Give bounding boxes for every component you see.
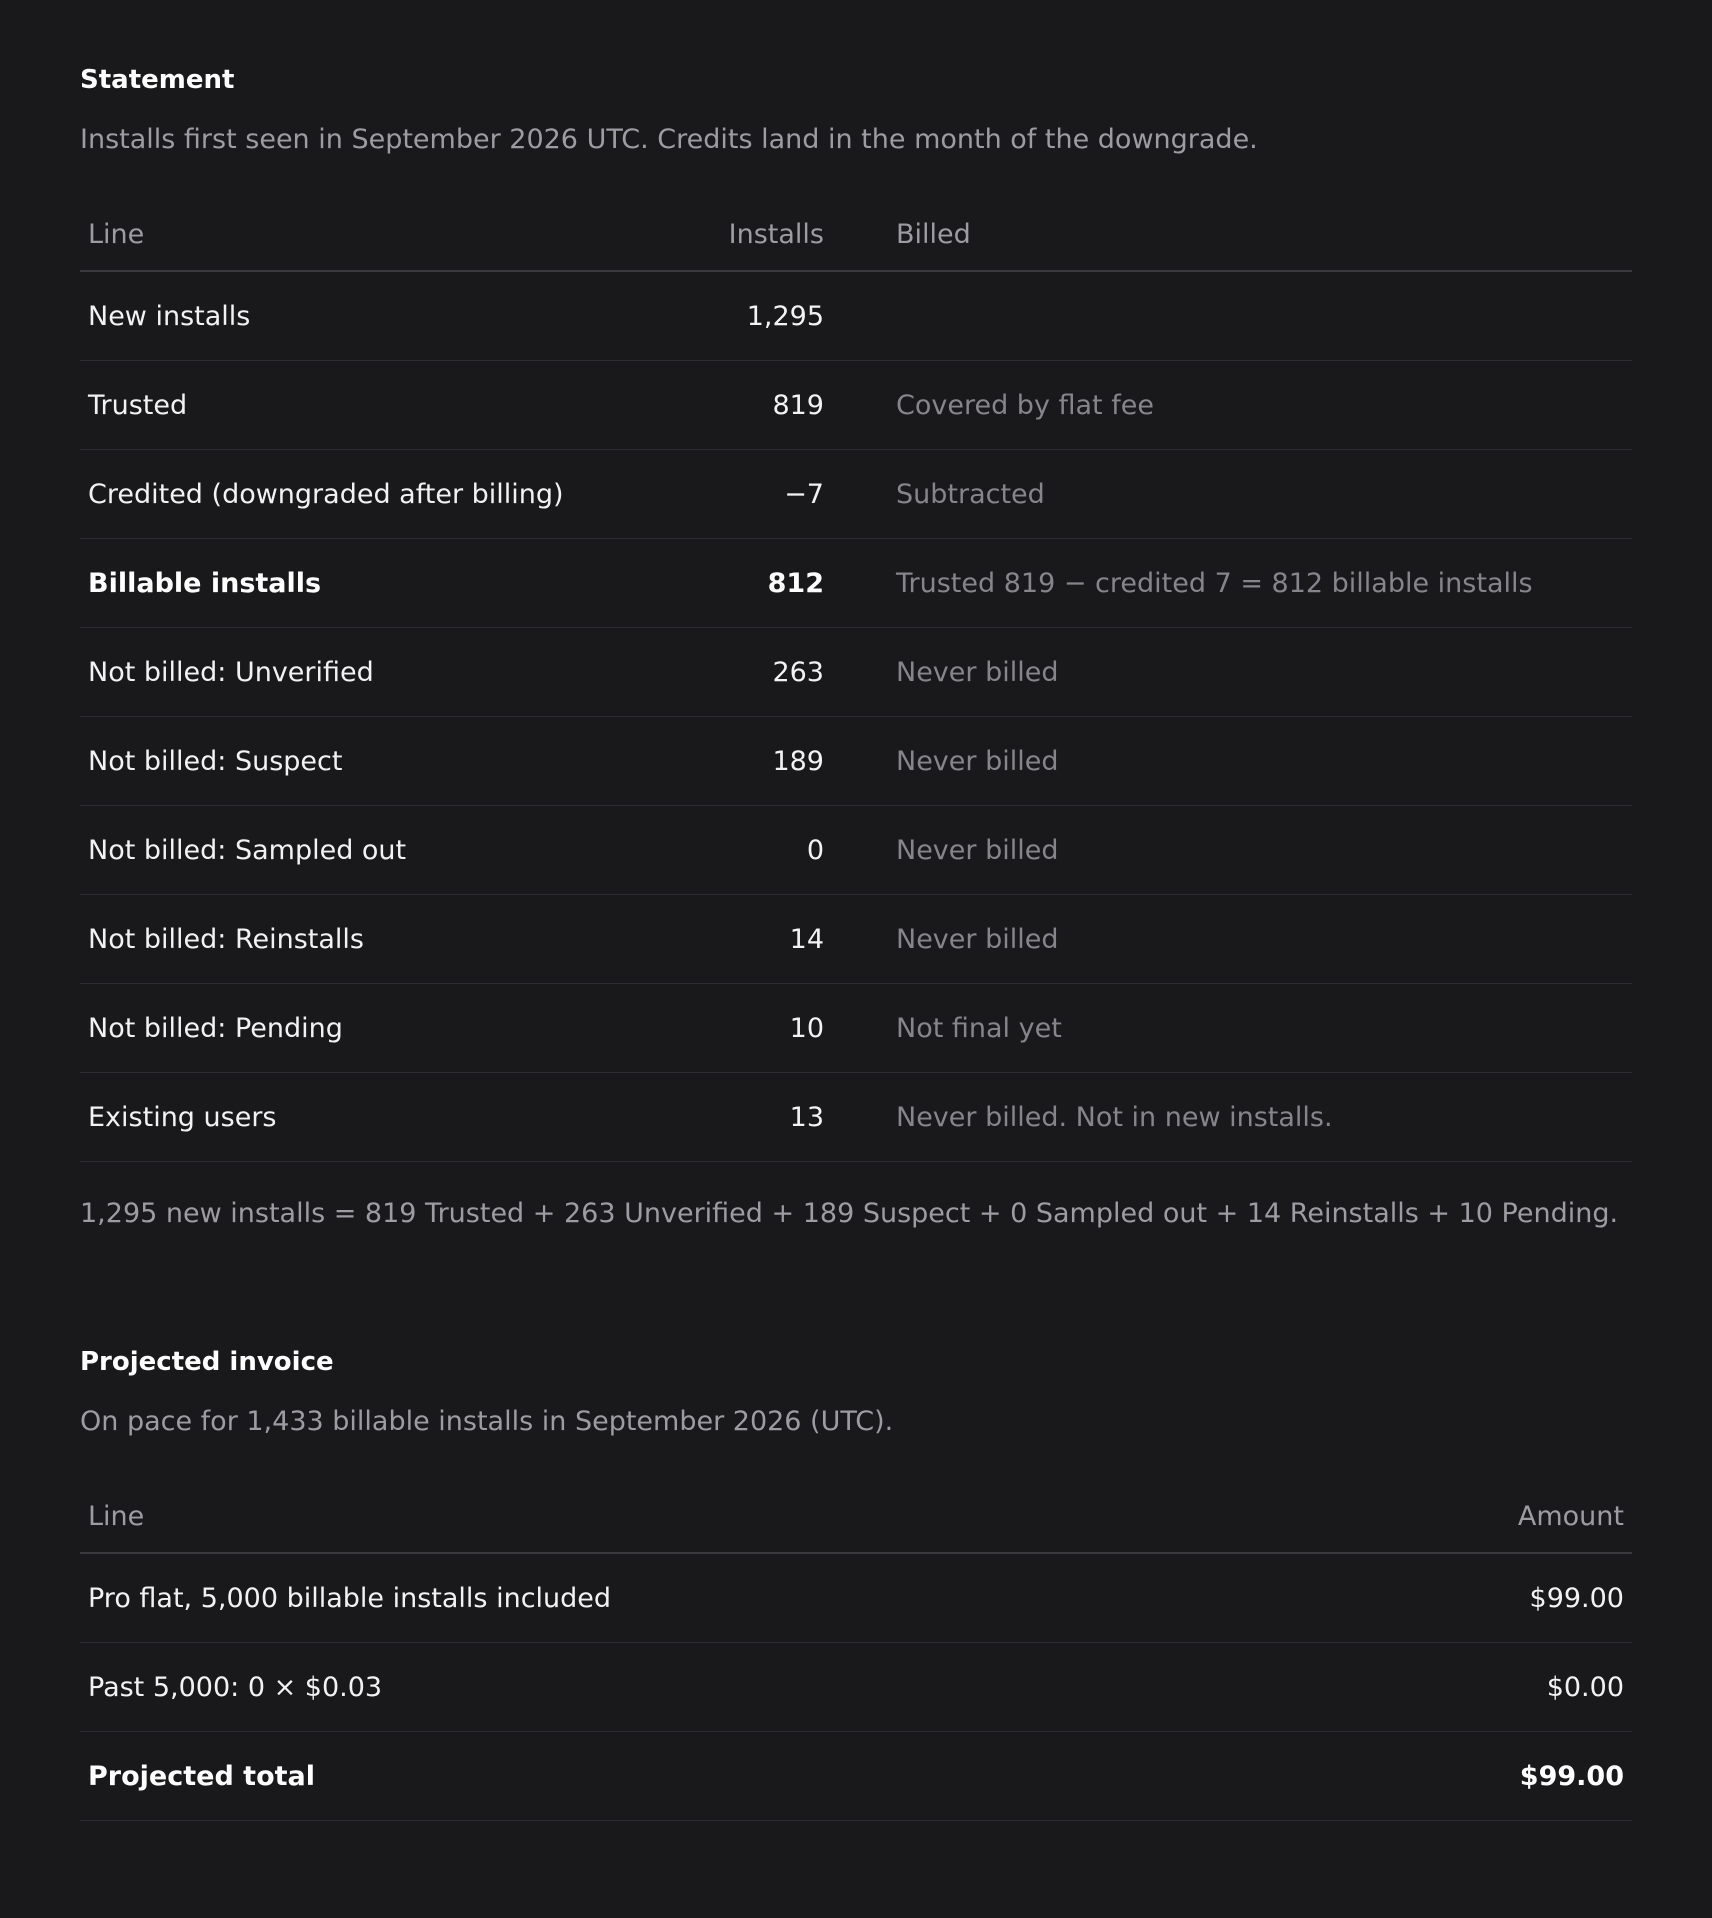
column-header-amount: Amount	[1312, 1480, 1632, 1553]
row-line: Not billed: Reinstalls	[80, 895, 600, 984]
column-header-installs: Installs	[600, 198, 832, 271]
row-installs: 819	[600, 361, 832, 450]
row-line: Not billed: Unverified	[80, 628, 600, 717]
row-amount: $99.00	[1312, 1553, 1632, 1643]
statement-row-sampled-out	[80, 806, 1632, 895]
row-billed: Trusted 819 − credited 7 = 812 billable installs	[832, 539, 1632, 628]
invoice-header-row	[80, 1480, 1632, 1553]
statement-row-suspect	[80, 717, 1632, 806]
statement-row-unverified	[80, 628, 1632, 717]
row-line: Existing users	[80, 1073, 600, 1162]
row-line: Not billed: Suspect	[80, 717, 600, 806]
row-installs: 10	[600, 984, 832, 1073]
row-billed: Never billed	[832, 717, 1632, 806]
row-billed: Never billed. Not in new installs.	[832, 1073, 1632, 1162]
statement-row-billable-installs	[80, 539, 1632, 628]
row-billed: Subtracted	[832, 450, 1632, 539]
row-billed: Not final yet	[832, 984, 1632, 1073]
statement-header-row	[80, 198, 1632, 271]
row-line: Projected total	[80, 1732, 1312, 1821]
invoice-row-projected-total	[80, 1732, 1632, 1821]
statement-section	[80, 62, 1632, 1232]
row-billed	[832, 271, 1632, 361]
invoice-row-overage	[80, 1643, 1632, 1732]
row-installs: 812	[600, 539, 832, 628]
row-installs: 263	[600, 628, 832, 717]
invoice-row-pro-flat	[80, 1553, 1632, 1643]
statement-table	[80, 198, 1632, 1162]
row-billed: Never billed	[832, 895, 1632, 984]
row-installs: −7	[600, 450, 832, 539]
row-billed: Covered by flat fee	[832, 361, 1632, 450]
statement-row-credited	[80, 450, 1632, 539]
statement-row-pending	[80, 984, 1632, 1073]
projected-invoice-section	[80, 1344, 1632, 1821]
row-line: Not billed: Pending	[80, 984, 600, 1073]
row-installs: 0	[600, 806, 832, 895]
row-line: Trusted	[80, 361, 600, 450]
column-header-billed: Billed	[832, 198, 1632, 271]
row-installs: 189	[600, 717, 832, 806]
row-billed: Never billed	[832, 806, 1632, 895]
statement-title: Statement	[80, 65, 235, 95]
row-amount: $99.00	[1312, 1732, 1632, 1821]
row-line: Billable installs	[80, 539, 600, 628]
row-installs: 14	[600, 895, 832, 984]
row-line: Past 5,000: 0 × $0.03	[80, 1643, 1312, 1732]
column-header-line: Line	[80, 198, 600, 271]
statement-row-reinstalls	[80, 895, 1632, 984]
row-installs: 1,295	[600, 271, 832, 361]
row-billed: Never billed	[832, 628, 1632, 717]
row-amount: $0.00	[1312, 1643, 1632, 1732]
statement-row-trusted	[80, 361, 1632, 450]
row-line: New installs	[80, 271, 600, 361]
statement-description: Installs first seen in September 2026 UTC. Credits land in the month of the downgrade.	[80, 124, 1258, 155]
statement-footnote: 1,295 new installs = 819 Trusted + 263 Unverified + 189 Suspect + 0 Sampled out + 14 Reinstalls + 10 Pending.	[80, 1198, 1619, 1229]
row-line: Pro flat, 5,000 billable installs included	[80, 1553, 1312, 1643]
row-line: Credited (downgraded after billing)	[80, 450, 600, 539]
invoice-title: Projected invoice	[80, 1347, 334, 1377]
row-line: Not billed: Sampled out	[80, 806, 600, 895]
row-installs: 13	[600, 1073, 832, 1162]
statement-row-new-installs	[80, 271, 1632, 361]
invoice-table	[80, 1480, 1632, 1821]
column-header-line: Line	[80, 1480, 1312, 1553]
statement-row-existing-users	[80, 1073, 1632, 1162]
invoice-description: On pace for 1,433 billable installs in September 2026 (UTC).	[80, 1406, 894, 1437]
